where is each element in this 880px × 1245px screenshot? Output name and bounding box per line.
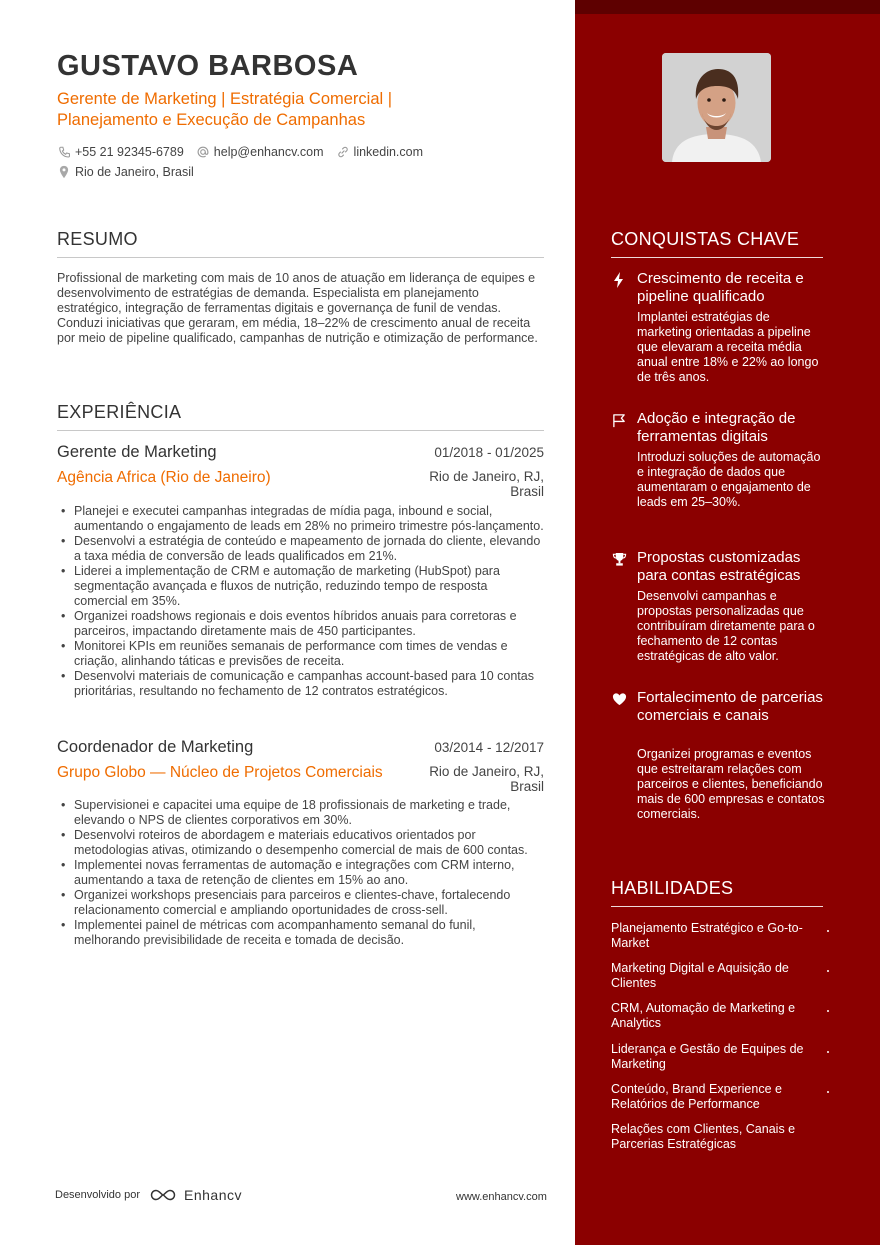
job-location: Rio de Janeiro, RJ, Brasil: [429, 469, 544, 499]
list-item: • Desenvolvi materiais de comunicação e campanhas account-based para 10 contas prioritárias, resultando no fechamento de 12 contratos estratégicos.: [57, 669, 544, 699]
summary-heading: RESUMO: [57, 229, 138, 249]
headline: [57, 89, 437, 131]
list-item: • Liderei a implementação de CRM e automação de marketing (HubSpot) para segmentação avançada e fluxos de nutrição, reduzindo tempo de resposta comercial em 35%.: [57, 564, 544, 609]
headline-line: Planejamento e Execução de Campanhas: [57, 111, 366, 129]
skill-item: [611, 1122, 823, 1152]
job-dates: 03/2014 - 12/2017: [434, 740, 544, 755]
job-title: Gerente de Marketing: [57, 443, 217, 461]
list-item: • Implementei novas ferramentas de automação e integrações com CRM interno, aumentando a taxa de retenção de clientes em 15% ao ano.: [57, 858, 544, 888]
skill-dot: [827, 1051, 829, 1053]
flag-icon: [611, 412, 627, 428]
list-item: • Desenvolvi a estratégia de conteúdo e mapeamento de jornada do cliente, elevando a taxa média de conversão de leads qualificados em 21%.: [57, 534, 544, 564]
skill-label: Conteúdo, Brand Experience e Relatórios de Performance: [611, 1082, 782, 1111]
achievement-description: Desenvolvi campanhas e propostas personalizadas que contribuíram diretamente para o fechamento de 12 contas estratégicas de alto valor.: [637, 589, 815, 663]
contact-info: [57, 142, 435, 182]
email-text: help@enhancv.com: [213, 145, 324, 159]
skill-dot: [827, 1091, 829, 1093]
email[interactable]: [196, 145, 324, 159]
achievement-item: [611, 270, 826, 395]
headline-line: Gerente de Marketing | Estratégia Comercial |: [57, 90, 393, 108]
heart-icon: [611, 691, 627, 707]
achievement-description: Introduzi soluções de automação e integração de dados que aumentaram o engajamento de leads em 25–30%.: [637, 450, 821, 509]
achievement-item: [611, 410, 826, 535]
location-text: Rio de Janeiro, Brasil: [75, 165, 194, 179]
skill-label: Planejamento Estratégico e Go-to-Market: [611, 921, 803, 950]
brand-name: Enhancv: [184, 1187, 242, 1203]
sidebar-top-bar: [575, 0, 880, 14]
job-entry: [57, 443, 544, 723]
divider: [57, 430, 544, 431]
linkedin-link[interactable]: [336, 145, 423, 159]
candidate-name: GUSTAVO BARBOSA: [57, 50, 359, 82]
developed-by-label: Desenvolvido por: [55, 1189, 140, 1201]
infinity-icon: [148, 1187, 178, 1203]
location-pin-icon: [57, 165, 71, 179]
skill-item: [611, 1082, 823, 1112]
profile-photo: [662, 53, 771, 162]
divider: [611, 257, 823, 258]
achievement-item: [611, 549, 826, 674]
phone-text: +55 21 92345-6789: [75, 145, 184, 159]
list-item: • Planejei e executei campanhas integradas de mídia paga, inbound e social, aumentando o engajamento de leads em 28% no primeiro trimestre pós-lançamento.: [57, 504, 544, 534]
divider: [611, 906, 823, 907]
footer-website[interactable]: www.enhancv.com: [456, 1191, 547, 1203]
achievement-description: Implantei estratégias de marketing orientadas a pipeline que elevaram a receita média anual entre 18% e 22% ao longo de três anos.: [637, 310, 819, 384]
achievements-heading: CONQUISTAS CHAVE: [611, 229, 800, 249]
achievement-title: Crescimento de receita e pipeline qualificado: [637, 270, 804, 305]
skill-dot: [827, 1010, 829, 1012]
list-item: • Desenvolvi roteiros de abordagem e materiais educativos orientados por metodologias ativas, otimizando o desempenho comercial de mais de 600 contas.: [57, 828, 544, 858]
achievement-title: Propostas customizadas para contas estratégicas: [637, 549, 801, 584]
footer-credit: [55, 1187, 242, 1203]
experience-heading: EXPERIÊNCIA: [57, 402, 182, 422]
achievement-item: [611, 689, 826, 839]
phone-icon: [57, 145, 71, 159]
link-icon: [336, 145, 350, 159]
list-item: • Supervisionei e capacitei uma equipe de 18 profissionais de marketing e trade, elevando o NPS de clientes corporativos em 30%.: [57, 798, 544, 828]
skill-dot: [827, 930, 829, 932]
job-title: Coordenador de Marketing: [57, 738, 254, 756]
job-entry: [57, 738, 544, 973]
location: [57, 165, 194, 179]
at-icon: [196, 145, 210, 159]
skill-label: Marketing Digital e Aquisição de Clientes: [611, 961, 789, 990]
achievement-description: Organizei programas e eventos que estreitaram relações com parceiros e clientes, beneficiando mais de 600 empresas e contatos comerciais.: [637, 747, 825, 821]
list-item: • Implementei painel de métricas com acompanhamento semanal do funil, melhorando previsibilidade de receita e tomada de decisão.: [57, 918, 544, 948]
bolt-icon: [611, 272, 627, 288]
achievement-title: Fortalecimento de parcerias comerciais e canais: [637, 689, 823, 724]
job-company: Grupo Globo — Núcleo de Projetos Comerciais: [57, 764, 383, 781]
skill-label: Relações com Clientes, Canais e Parcerias Estratégicas: [611, 1122, 796, 1151]
skill-label: Liderança e Gestão de Equipes de Marketing: [611, 1042, 804, 1071]
job-bullets: [57, 504, 544, 699]
achievement-title: Adoção e integração de ferramentas digitais: [637, 410, 796, 445]
skills-heading: HABILIDADES: [611, 878, 734, 898]
list-item: • Organizei roadshows regionais e dois eventos híbridos anuais para corretoras e parceiros, impactando diretamente mais de 450 participantes.: [57, 609, 544, 639]
linkedin-text: linkedin.com: [353, 145, 424, 159]
divider: [57, 257, 544, 258]
list-item: • Organizei workshops presenciais para parceiros e clientes-chave, fortalecendo relacionamento comercial e ampliando oportunidades de cross-sell.: [57, 888, 544, 918]
list-item: • Monitorei KPIs em reuniões semanais de performance com times de vendas e criação, alinhando táticas e previsões de receita.: [57, 639, 544, 669]
skill-item: [611, 1042, 823, 1072]
summary-text: Profissional de marketing com mais de 10 anos de atuação em liderança de equipes e desenvolvimento de estratégias de demanda. Especialista em planejamento estratégico, integração de ferramentas digitais e governança de funil de vendas. Conduzi iniciativas que geraram, em média, 18–22% de crescimento anual de receita por meio de pipeline qualificado, campanhas de nutrição e otimização de performance.: [57, 271, 538, 345]
skill-item: [611, 1001, 823, 1031]
job-bullets: [57, 798, 544, 948]
skill-item: [611, 921, 823, 951]
job-company: Agência Africa (Rio de Janeiro): [57, 469, 271, 486]
job-dates: 01/2018 - 01/2025: [434, 445, 544, 460]
trophy-icon: [611, 551, 627, 567]
skill-item: [611, 961, 823, 991]
skill-dot: [827, 970, 829, 972]
enhancv-logo[interactable]: [148, 1187, 242, 1203]
skill-label: CRM, Automação de Marketing e Analytics: [611, 1001, 796, 1030]
phone[interactable]: [57, 145, 184, 159]
job-location: Rio de Janeiro, RJ, Brasil: [429, 764, 544, 794]
